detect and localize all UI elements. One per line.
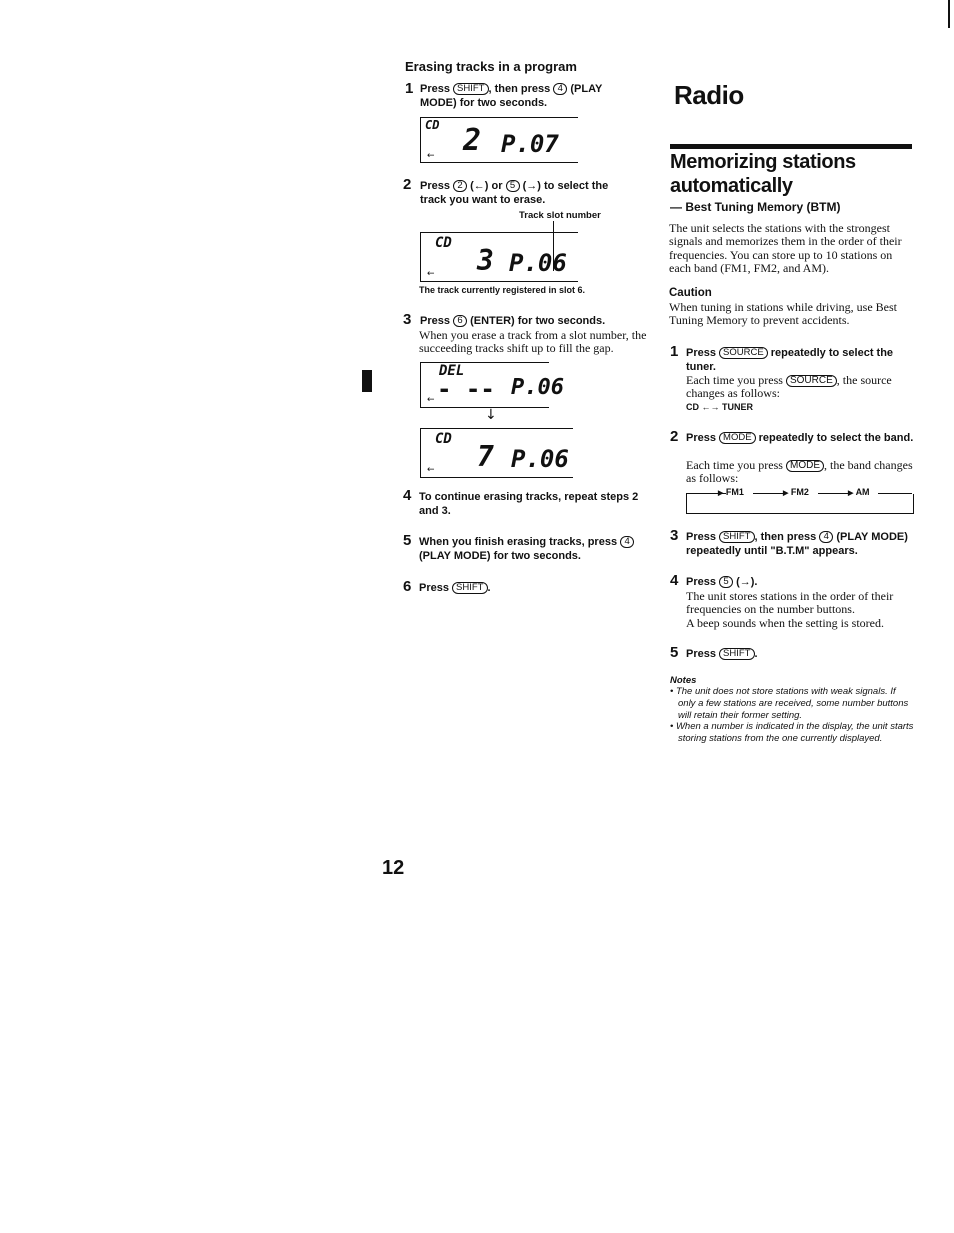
track-registered-caption: The track currently registered in slot 6. — [419, 285, 586, 295]
step-text: Press 2 (←) or 5 (→) to select the track you want to erase. — [420, 180, 609, 206]
band-cycle-diagram — [686, 494, 914, 514]
left-arrow-icon: ← — [427, 465, 435, 475]
note-item: • When a number is indicated in the display, the unit starts storing stations from the one currently displayed. — [670, 721, 914, 745]
lcd-display: DEL - -- P.06 ← — [420, 362, 549, 408]
step-number: 4 — [670, 572, 679, 589]
left-arrow-icon: ← — [427, 395, 435, 405]
step-text: Press 6 (ENTER) for two seconds. — [420, 315, 606, 327]
step-number: 1 — [405, 80, 414, 97]
step-number: 5 — [670, 644, 679, 661]
notes-list — [670, 686, 915, 745]
left-arrow-icon: ← — [427, 151, 435, 161]
step-number: 4 — [403, 487, 412, 504]
step-body: Each time you press SOURCE , the source changes as follows: — [686, 373, 892, 401]
left-arrow-icon: ← — [427, 269, 435, 279]
step-text: To continue erasing tracks, repeat steps 2 and 3. — [419, 491, 639, 517]
step-text: Press SHIFT . — [419, 582, 491, 594]
track-slot-label: Track slot number — [519, 210, 601, 221]
step-number: 5 — [403, 532, 412, 549]
step-text: Press SHIFT , then press 4 (PLAY MODE) repeatedly until "B.T.M" appears. — [686, 531, 908, 557]
note-item: • The unit does not store stations with weak signals. If only a few stations are received, some number buttons will retain their former setting. — [670, 686, 909, 721]
intro-text: The unit selects the stations with the strongest signals and memorizes them in the order of their frequencies. You can store up to 10 stations on each band (FM1, FM2, and AM). — [669, 221, 902, 276]
page-title: Memorizing stations automatically — [670, 151, 856, 197]
step-body: Each time you press MODE , the band changes as follows: — [686, 458, 913, 486]
page-edge-marker — [362, 370, 372, 392]
notes-title: Notes — [670, 675, 697, 686]
step-text: Press SHIFT , then press 4 (PLAY MODE) for two seconds. — [420, 83, 603, 109]
step-text: Press SHIFT . — [686, 648, 758, 660]
caution-text: When tuning in stations while driving, use Best Tuning Memory to prevent accidents. — [669, 300, 897, 328]
section-title: Radio — [674, 80, 744, 110]
page-edge-mark — [948, 0, 950, 28]
caution-title: Caution — [669, 287, 712, 299]
step-number: 3 — [403, 311, 412, 328]
step-number: 2 — [670, 428, 679, 445]
step-text: When you finish erasing tracks, press 4 (PLAY MODE) for two seconds. — [419, 536, 647, 563]
page-number: 12 — [382, 857, 405, 879]
step-number: 2 — [403, 176, 412, 193]
title-rule — [670, 144, 912, 149]
section-heading-erasing: Erasing tracks in a program — [405, 59, 577, 74]
step-text: Press MODE repeatedly to select the band. — [686, 432, 914, 444]
step-number: 6 — [403, 578, 412, 595]
step-body: The unit stores stations in the order of their frequencies on the number buttons. A beep sounds when the setting is stored. — [686, 589, 894, 630]
lcd-display: CD 3 P.06 ← — [420, 232, 578, 282]
lcd-display: CD 2 P.07 ← — [420, 117, 578, 163]
down-arrow-icon: ↓ — [485, 407, 497, 423]
step-body: When you erase a track from a slot number, the succeeding tracks shift up to fill the gap. — [419, 328, 647, 356]
step-number: 1 — [670, 343, 679, 360]
lcd-display: CD 7 P.06 ← — [420, 428, 573, 478]
step-text: Press SOURCE repeatedly to select the tuner. — [686, 347, 894, 373]
step-text: Press 5 (→). — [686, 576, 758, 588]
source-flow: CD ←→ TUNER — [686, 402, 753, 412]
page-subtitle: — Best Tuning Memory (BTM) — [670, 200, 841, 214]
step-number: 3 — [670, 527, 679, 544]
